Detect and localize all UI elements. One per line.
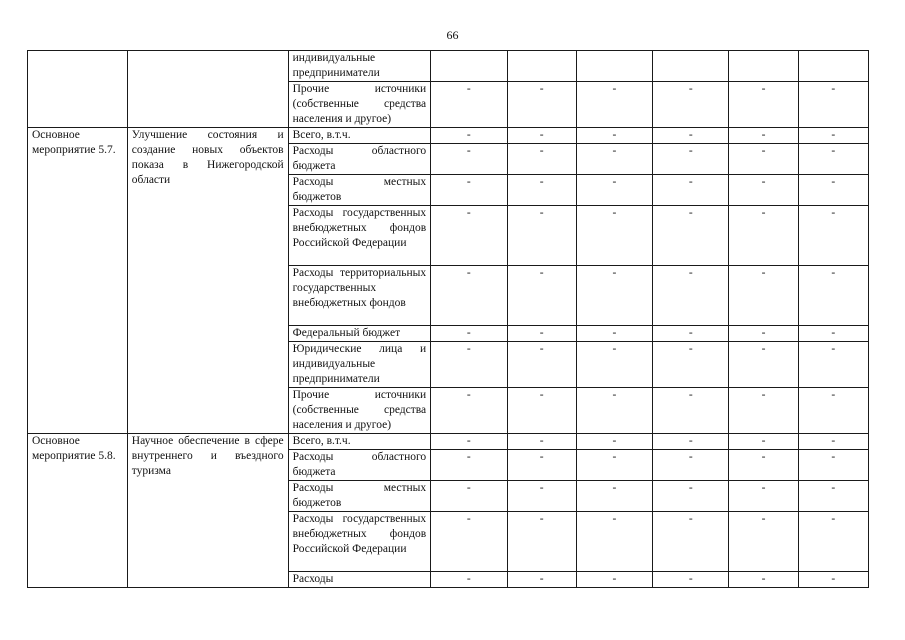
value-cell: - [729,206,798,266]
value-cell: - [576,342,652,388]
value-cell: - [653,388,729,434]
value-cell: - [507,82,576,128]
value-cell: - [576,266,652,326]
value-cell: - [507,342,576,388]
value-cell: - [653,82,729,128]
value-cell: - [431,82,507,128]
value-cell: - [653,512,729,572]
value-cell: - [798,342,868,388]
value-cell: - [431,572,507,588]
funding-source-cell: Расходы [288,572,431,588]
value-cell: - [798,175,868,206]
value-cell [653,51,729,82]
value-cell: - [653,326,729,342]
value-cell [729,51,798,82]
value-cell: - [576,128,652,144]
page-number: 66 [446,28,459,42]
value-cell: - [576,326,652,342]
value-cell [576,51,652,82]
value-cell: - [431,481,507,512]
value-cell: - [798,266,868,326]
value-cell [507,51,576,82]
funding-source-cell: Всего, в.т.ч. [288,128,431,144]
event-cell: Основное мероприятие 5.8. [28,434,128,588]
funding-source-cell: Прочие источники (собственные средства населения и другое) [288,82,431,128]
table-row [28,51,869,82]
event-name-cell: Улучшение состояния и создание новых объектов показа в Нижегородской области [127,128,288,434]
value-cell: - [576,206,652,266]
funding-source-cell: Всего, в.т.ч. [288,434,431,450]
funding-source-cell: Прочие источники (собственные средства населения и другое) [288,388,431,434]
value-cell: - [576,572,652,588]
value-cell: - [729,175,798,206]
value-cell: - [653,481,729,512]
value-cell: - [798,388,868,434]
value-cell: - [653,128,729,144]
value-cell: - [507,434,576,450]
value-cell: - [729,326,798,342]
value-cell: - [798,481,868,512]
value-cell: - [798,572,868,588]
value-cell: - [431,326,507,342]
value-cell: - [431,175,507,206]
value-cell: - [798,82,868,128]
value-cell: - [798,512,868,572]
value-cell: - [507,572,576,588]
value-cell: - [653,266,729,326]
value-cell: - [576,450,652,481]
value-cell: - [431,206,507,266]
value-cell: - [653,572,729,588]
value-cell: - [576,144,652,175]
table-row [28,434,869,450]
value-cell: - [653,342,729,388]
value-cell: - [431,388,507,434]
value-cell: - [798,326,868,342]
value-cell: - [507,388,576,434]
value-cell: - [507,326,576,342]
value-cell: - [729,450,798,481]
value-cell: - [729,82,798,128]
funding-source-cell: Расходы местных бюджетов [288,481,431,512]
value-cell: - [653,434,729,450]
funding-source-cell: Расходы государственных внебюджетных фондов Российской Федерации [288,206,431,266]
value-cell [431,51,507,82]
value-cell: - [798,206,868,266]
value-cell: - [729,512,798,572]
value-cell: - [576,175,652,206]
value-cell: - [576,82,652,128]
value-cell: - [507,128,576,144]
value-cell: - [431,144,507,175]
value-cell: - [729,388,798,434]
funding-source-cell: Расходы местных бюджетов [288,175,431,206]
funding-source-cell: индивидуальные предприниматели [288,51,431,82]
value-cell: - [507,512,576,572]
value-cell: - [798,434,868,450]
event-name-cell [127,51,288,128]
value-cell: - [653,175,729,206]
value-cell: - [431,266,507,326]
value-cell: - [729,572,798,588]
funding-source-cell: Юридические лица и индивидуальные предприниматели [288,342,431,388]
value-cell: - [653,206,729,266]
value-cell: - [576,512,652,572]
value-cell: - [729,481,798,512]
funding-source-cell: Расходы областного бюджета [288,144,431,175]
value-cell: - [431,128,507,144]
funding-source-cell: Расходы областного бюджета [288,450,431,481]
funding-source-cell: Расходы государственных внебюджетных фондов Российской Федерации [288,512,431,572]
value-cell: - [507,144,576,175]
table-row [28,128,869,144]
value-cell: - [507,481,576,512]
value-cell: - [431,342,507,388]
value-cell: - [431,512,507,572]
value-cell: - [653,450,729,481]
value-cell: - [507,206,576,266]
value-cell: - [576,481,652,512]
funding-source-cell: Федеральный бюджет [288,326,431,342]
budget-table [27,50,869,588]
budget-table-body [28,51,869,588]
value-cell: - [729,266,798,326]
event-cell [28,51,128,128]
value-cell: - [507,266,576,326]
value-cell: - [431,434,507,450]
value-cell: - [431,450,507,481]
value-cell [798,51,868,82]
value-cell: - [729,128,798,144]
event-name-cell: Научное обеспечение в сфере внутреннего и въездного туризма [127,434,288,588]
event-cell: Основное мероприятие 5.7. [28,128,128,434]
value-cell: - [507,175,576,206]
value-cell: - [798,450,868,481]
value-cell: - [729,434,798,450]
value-cell: - [798,128,868,144]
value-cell: - [653,144,729,175]
value-cell: - [729,342,798,388]
funding-source-cell: Расходы территориальных государственных внебюджетных фондов [288,266,431,326]
value-cell: - [507,450,576,481]
value-cell: - [576,388,652,434]
value-cell: - [576,434,652,450]
value-cell: - [729,144,798,175]
value-cell: - [798,144,868,175]
